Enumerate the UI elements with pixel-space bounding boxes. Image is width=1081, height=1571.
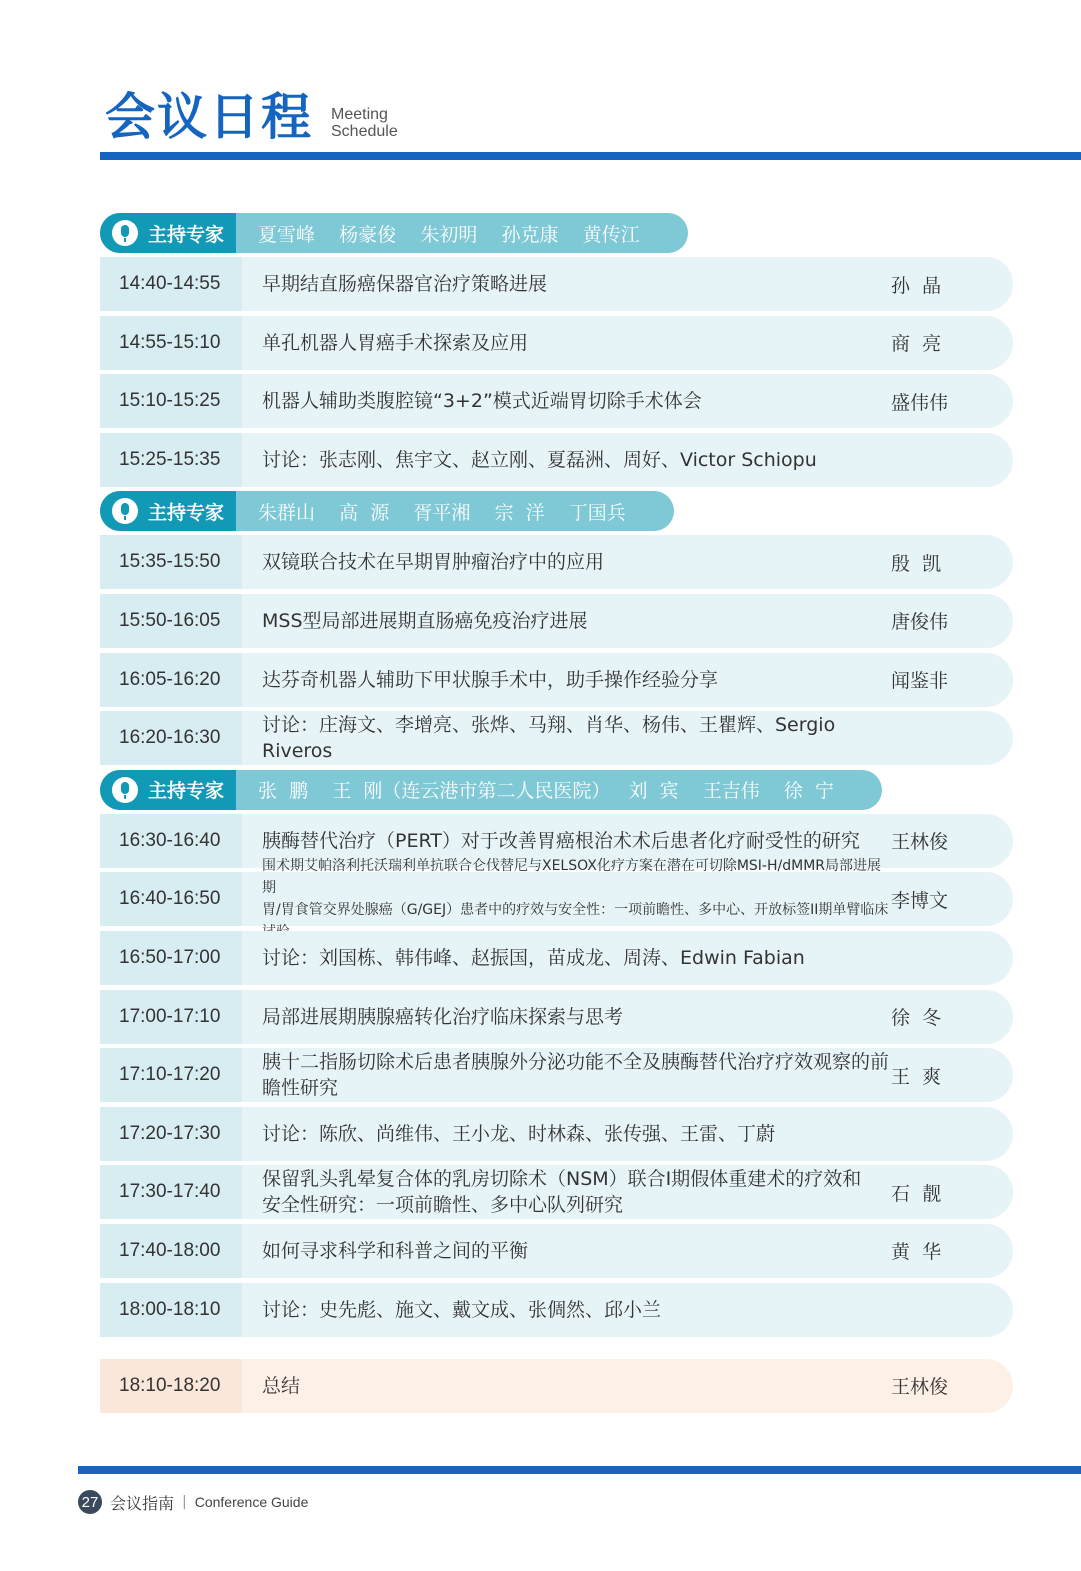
subtitle-line-2: Schedule	[331, 123, 398, 140]
host-names: 张 鹏 王 刚（连云港市第二人民医院） 刘 宾 王吉伟 徐 宁	[258, 780, 834, 803]
host-bar	[100, 213, 688, 253]
schedule-row	[100, 316, 1013, 370]
schedule-row	[100, 653, 1013, 707]
row-speaker: 李博文	[891, 889, 949, 912]
host-label-text: 主持专家	[148, 223, 225, 246]
schedule-row	[100, 711, 1013, 765]
row-time: 17:10-17:20	[100, 1048, 242, 1102]
row-speaker: 石 靓	[891, 1182, 942, 1205]
row-speaker: 商 亮	[891, 333, 942, 356]
row-speaker: 王 爽	[891, 1065, 942, 1088]
subtitle-line-1: Meeting	[331, 106, 388, 123]
schedule-row	[100, 433, 1013, 487]
row-time: 16:20-16:30	[100, 711, 242, 765]
schedule-row	[100, 858, 1013, 926]
row-time: 16:05-16:20	[100, 653, 242, 707]
row-time: 15:35-15:50	[100, 535, 242, 589]
host-names: 朱群山 高 源 胥平湘 宗 洋 丁国兵	[258, 501, 626, 524]
host-label-text: 主持专家	[148, 501, 225, 524]
row-time: 15:25-15:35	[100, 433, 242, 487]
schedule-row	[100, 1283, 1013, 1337]
page-header	[105, 88, 398, 146]
row-topic: MSS型局部进展期直肠癌免疫治疗进展	[262, 609, 588, 632]
page-subtitle	[331, 106, 398, 140]
row-time: 17:20-17:30	[100, 1107, 242, 1161]
page-number: 27	[78, 1490, 102, 1514]
row-speaker: 徐 冬	[891, 1007, 942, 1030]
row-topic: 胰酶替代治疗（PERT）对于改善胃癌根治术术后患者化疗耐受性的研究	[262, 829, 860, 852]
row-topic: 讨论：陈欣、尚维伟、王小龙、时林森、张传强、王雷、丁蔚	[262, 1122, 776, 1145]
row-time: 18:10-18:20	[100, 1359, 242, 1413]
row-speaker: 盛伟伟	[891, 391, 949, 414]
row-speaker: 王林俊	[891, 831, 949, 854]
schedule-row	[100, 1165, 1013, 1219]
footer-title-cn: 会议指南	[110, 1493, 175, 1513]
row-topic: 局部进展期胰腺癌转化治疗临床探索与思考	[262, 1005, 624, 1028]
footer	[78, 1490, 308, 1514]
host-label	[100, 770, 236, 810]
schedule-row	[100, 931, 1013, 985]
row-time: 16:50-17:00	[100, 931, 242, 985]
row-topic: 早期结直肠癌保器官治疗策略进展	[262, 273, 548, 295]
row-time: 17:30-17:40	[100, 1165, 242, 1219]
row-time: 15:50-16:05	[100, 594, 242, 648]
schedule-row	[100, 1048, 1013, 1102]
row-topic: 讨论：庄海文、李增亮、张烨、马翔、肖华、杨伟、王瞿辉、Sergio Riveros	[262, 714, 836, 763]
row-topic: 总结	[262, 1374, 301, 1397]
schedule-row	[100, 1107, 1013, 1161]
row-topic: 讨论：刘国栋、韩伟峰、赵振国，苗成龙、周涛、Edwin Fabian	[262, 946, 805, 969]
row-topic: 双镜联合技术在早期胃肿瘤治疗中的应用	[262, 551, 605, 574]
host-names: 夏雪峰 杨豪俊 朱初明 孙克康 黄传江	[258, 223, 640, 246]
header-divider	[100, 152, 1081, 160]
row-topic: 达芬奇机器人辅助下甲状腺手术中，助手操作经验分享	[262, 668, 719, 691]
row-time: 16:30-16:40	[100, 814, 242, 868]
schedule-row	[100, 257, 1013, 311]
row-speaker: 闻鉴非	[891, 670, 949, 693]
row-topic: 胰十二指肠切除术后患者胰腺外分泌功能不全及胰酶替代治疗疗效观察的前瞻性研究	[262, 1051, 890, 1100]
schedule-row	[100, 1224, 1013, 1278]
microphone-icon	[112, 498, 138, 524]
row-time: 14:40-14:55	[100, 257, 242, 311]
row-speaker: 殷 凯	[891, 552, 942, 575]
row-time: 18:00-18:10	[100, 1283, 242, 1337]
schedule	[100, 213, 1013, 1417]
row-topic: 讨论：张志刚、焦宇文、赵立刚、夏磊洲、周好、Victor Schiopu	[262, 448, 817, 471]
host-label	[100, 491, 236, 531]
row-time: 16:40-16:50	[100, 872, 242, 926]
footer-title-en: Conference Guide	[194, 1494, 309, 1510]
row-time: 15:10-15:25	[100, 374, 242, 428]
footer-divider	[78, 1466, 1081, 1474]
row-topic: 保留乳头乳晕复合体的乳房切除术（NSM）联合I期假体重建术的疗效和 安全性研究：一项前瞻性、多中心队列研究	[262, 1168, 862, 1217]
schedule-row	[100, 535, 1013, 589]
row-speaker: 黄 华	[891, 1241, 942, 1264]
summary-row	[100, 1359, 1013, 1413]
host-bar	[100, 491, 674, 531]
footer-separator: |	[182, 1494, 187, 1510]
row-topic: 机器人辅助类腹腔镜“3+2”模式近端胃切除手术体会	[262, 390, 702, 413]
row-topic: 单孔机器人胃癌手术探索及应用	[262, 331, 529, 354]
row-time: 14:55-15:10	[100, 316, 242, 370]
schedule-row	[100, 594, 1013, 648]
row-topic: 讨论：史先彪、施文、戴文成、张倜然、邱小兰	[262, 1298, 662, 1321]
schedule-row	[100, 374, 1013, 428]
row-speaker: 唐俊伟	[891, 611, 949, 634]
row-speaker: 王林俊	[891, 1376, 949, 1398]
host-bar	[100, 770, 882, 810]
schedule-row	[100, 990, 1013, 1044]
host-label-text: 主持专家	[148, 780, 225, 803]
row-time: 17:40-18:00	[100, 1224, 242, 1278]
microphone-icon	[112, 220, 138, 246]
page-title: 会议日程	[105, 88, 313, 146]
host-label	[100, 213, 236, 253]
row-time: 17:00-17:10	[100, 990, 242, 1044]
row-topic: 围术期艾帕洛利托沃瑞利单抗联合仑伐替尼与XELSOX化疗方案在潜在可切除MSI-H/dMMR局部进展期 胃/胃食管交界处腺癌（G/GEJ）患者中的疗效与安全性：一项前瞻性、多中心、开放标签II期单臂临床	[262, 858, 889, 919]
row-speaker: 孙 晶	[891, 274, 942, 297]
microphone-icon	[112, 777, 138, 803]
row-topic: 如何寻求科学和科普之间的平衡	[262, 1239, 529, 1262]
